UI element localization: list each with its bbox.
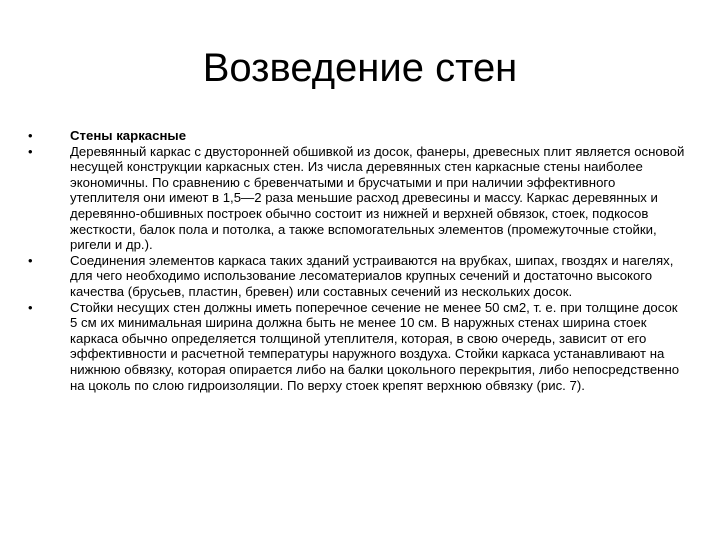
bullet-text: Стены каркасные (70, 128, 187, 143)
bullet-text: Деревянный каркас с двусторонней обшивкой из досок, фанеры, древесных плит является основой несущей конструкции каркасных стен. Из числа деревянных стен каркасные стены наиболее экономичны. По сравнению с бревенчатыми и брусчатыми и при наличии эффективного утеплителя они имеют в 1,5—2 раза меньшие расход древесины и массу. Каркас деревянных и деревянно-обшивных построек обычно состоит из нижней и верхней обвязок, стоек, подкосов жесткости, балок пола и потолка, а также вспомогательных элементов (промежуточные стойки, ригели и др.). (70, 143, 685, 253)
bullet-dot-icon: • (28, 252, 33, 268)
bullet-text: Стойки несущих стен должны иметь поперечное сечение не менее 50 см2, т. е. при толщине досок 5 см их минимальная ширина должна быть не менее 10 см. В наружных стенах ширина стоек каркаса обычно определяется толщиной утеплителя, которая, в свою очередь, зависит от его эффективности и расчетной температуры наружного воздуха. Стойки каркаса устанавливают на нижнюю обвязку, которая опирается либо на балки цокольного перекрытия, либо непосредственно на цоколь по слою гидроизоляции. По верху стоек крепят верхнюю обвязку (рис. 7). (70, 299, 680, 393)
bullet-dot-icon: • (28, 128, 33, 143)
slide-title: Возведение стен (202, 46, 518, 90)
bullet-dot-icon: • (28, 143, 33, 159)
bullet-item (28, 253, 688, 300)
bullet-text: Соединения элементов каркаса таких зданий устраиваются на врубках, шипах, гвоздях и нагелях, для чего необходимо использование лесоматериалов крупных сечений и достаточно высокого качества (брусьев, пластин, бревен) или составных сечений из нескольких досок. (70, 252, 674, 299)
bullet-dot-icon: • (28, 299, 33, 315)
bullet-item (28, 144, 688, 253)
bullet-item-heading (28, 128, 688, 144)
bullet-list (28, 128, 688, 393)
bullet-item (28, 300, 688, 394)
